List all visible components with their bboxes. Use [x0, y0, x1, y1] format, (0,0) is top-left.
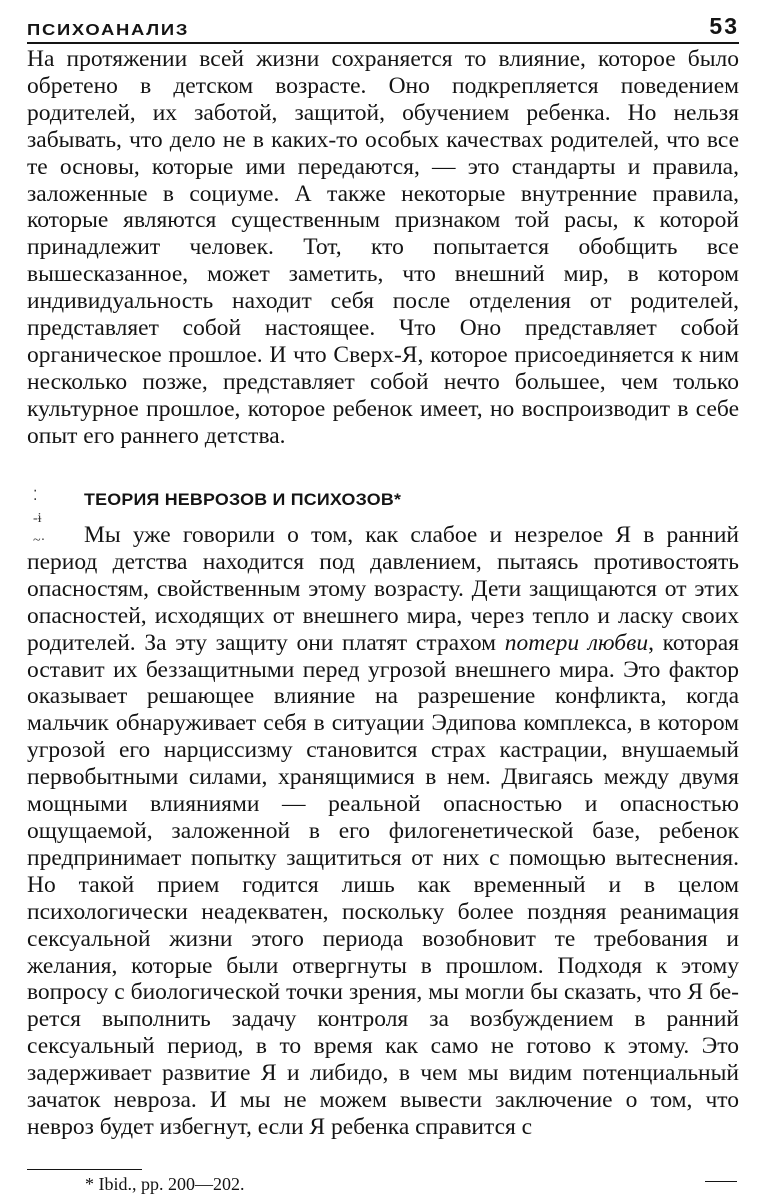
- section-heading: ТЕОРИЯ НЕВРОЗОВ И ПСИХОЗОВ*: [84, 490, 402, 509]
- margin-marks: ⁚ -ɨ ~·: [33, 489, 46, 548]
- running-head-title: ПСИХОАНАЛИЗ: [27, 22, 190, 39]
- footnote-rule-right: [705, 1181, 737, 1182]
- footnote-rule: [27, 1169, 142, 1170]
- paragraph-2: [27, 522, 739, 1141]
- book-page: [27, 6, 739, 1194]
- footnote: * Ibid., pp. 200—202.: [85, 1174, 245, 1194]
- header-rule: [27, 42, 739, 44]
- paragraph-1: На протяжении всей жизни сохраняется то влияние, которое было обретено в детском возрасте. Оно подкрепляется поведением родителей, их заботой, защитой, обучением ребенка. Но нельзя забывать, что дело не в каких-то особых качествах родителей, что все те основы, которые ими передаются, — это стандарты и правила, заложенные в социуме. А также некоторые внутренние правила, которые являются существенным признаком той расы, к которой принадлежит человек. Тот, кто попытается обобщить все вышесказанное, может заметить, что внешний мир, в котором индивидуальность находит себя после отделения от родителей, представляет собой настоящее. Что Оно представляет собой органическое прошлое. И что Сверх-Я, которое присоединяется к ним несколько позже, представляет собой нечто большее, чем только культурное прошлое, которое ребенок имеет, но воспроизводит в себе опыт его раннего детства.: [27, 46, 739, 449]
- paragraph-2-part-a: Мы уже говорили о том, как слабое и незрелое Я в ранний период детства находится под давлением, пытаясь противостоять опасностям, свойственным этому возрасту. Дети защищаются от этих опасностей, исходящих от внешнего мира, через тепло и ласку своих родителей. За эту защиту они платят страхом: [27, 522, 739, 656]
- paragraph-2-part-b: , которая оставит их беззащитными перед угрозой внешнего мира. Это фактор оказывает решающее влияние на разрешение конфликта, когда мальчик обнаруживает себя в ситуации Эдипова комплекса, в котором угрозой его нарциссизму становится страх кастрации, внушаемый первобытными силами, хранящимися в нем. Двигаясь между двумя мощными влияниями — реальной опасностью и опасностью ощущаемой, заложенной в его филогенетической базе, ребенок предпринимает попытку защититься от них с помощью вытеснения. Но такой прием годится лишь как временный и в целом психологически неадекватен, поскольку более поздняя реанимация сексуальной жизни этого периода возобновит те требования и желания, которые были отвергнуты в прошлом. Подходя к этому вопросу с биологической точки зрения, мы могли бы сказать, что Я берется выполнить задачу контроля за возбуждением в ранний сексуальный период, в то время как само не готово к этому. Это задерживает развитие Я и либидо, в чем мы видим потенциальный зачаток невроза. И мы не можем вывести заключение о том, что невроз будет избегнут, если Я ребенка справится с: [27, 629, 739, 1140]
- emphasis-loss-of-love: потери любви: [504, 629, 649, 656]
- page-number: 53: [709, 13, 739, 39]
- paragraph-2-body: [27, 522, 739, 1141]
- running-head: [27, 6, 739, 40]
